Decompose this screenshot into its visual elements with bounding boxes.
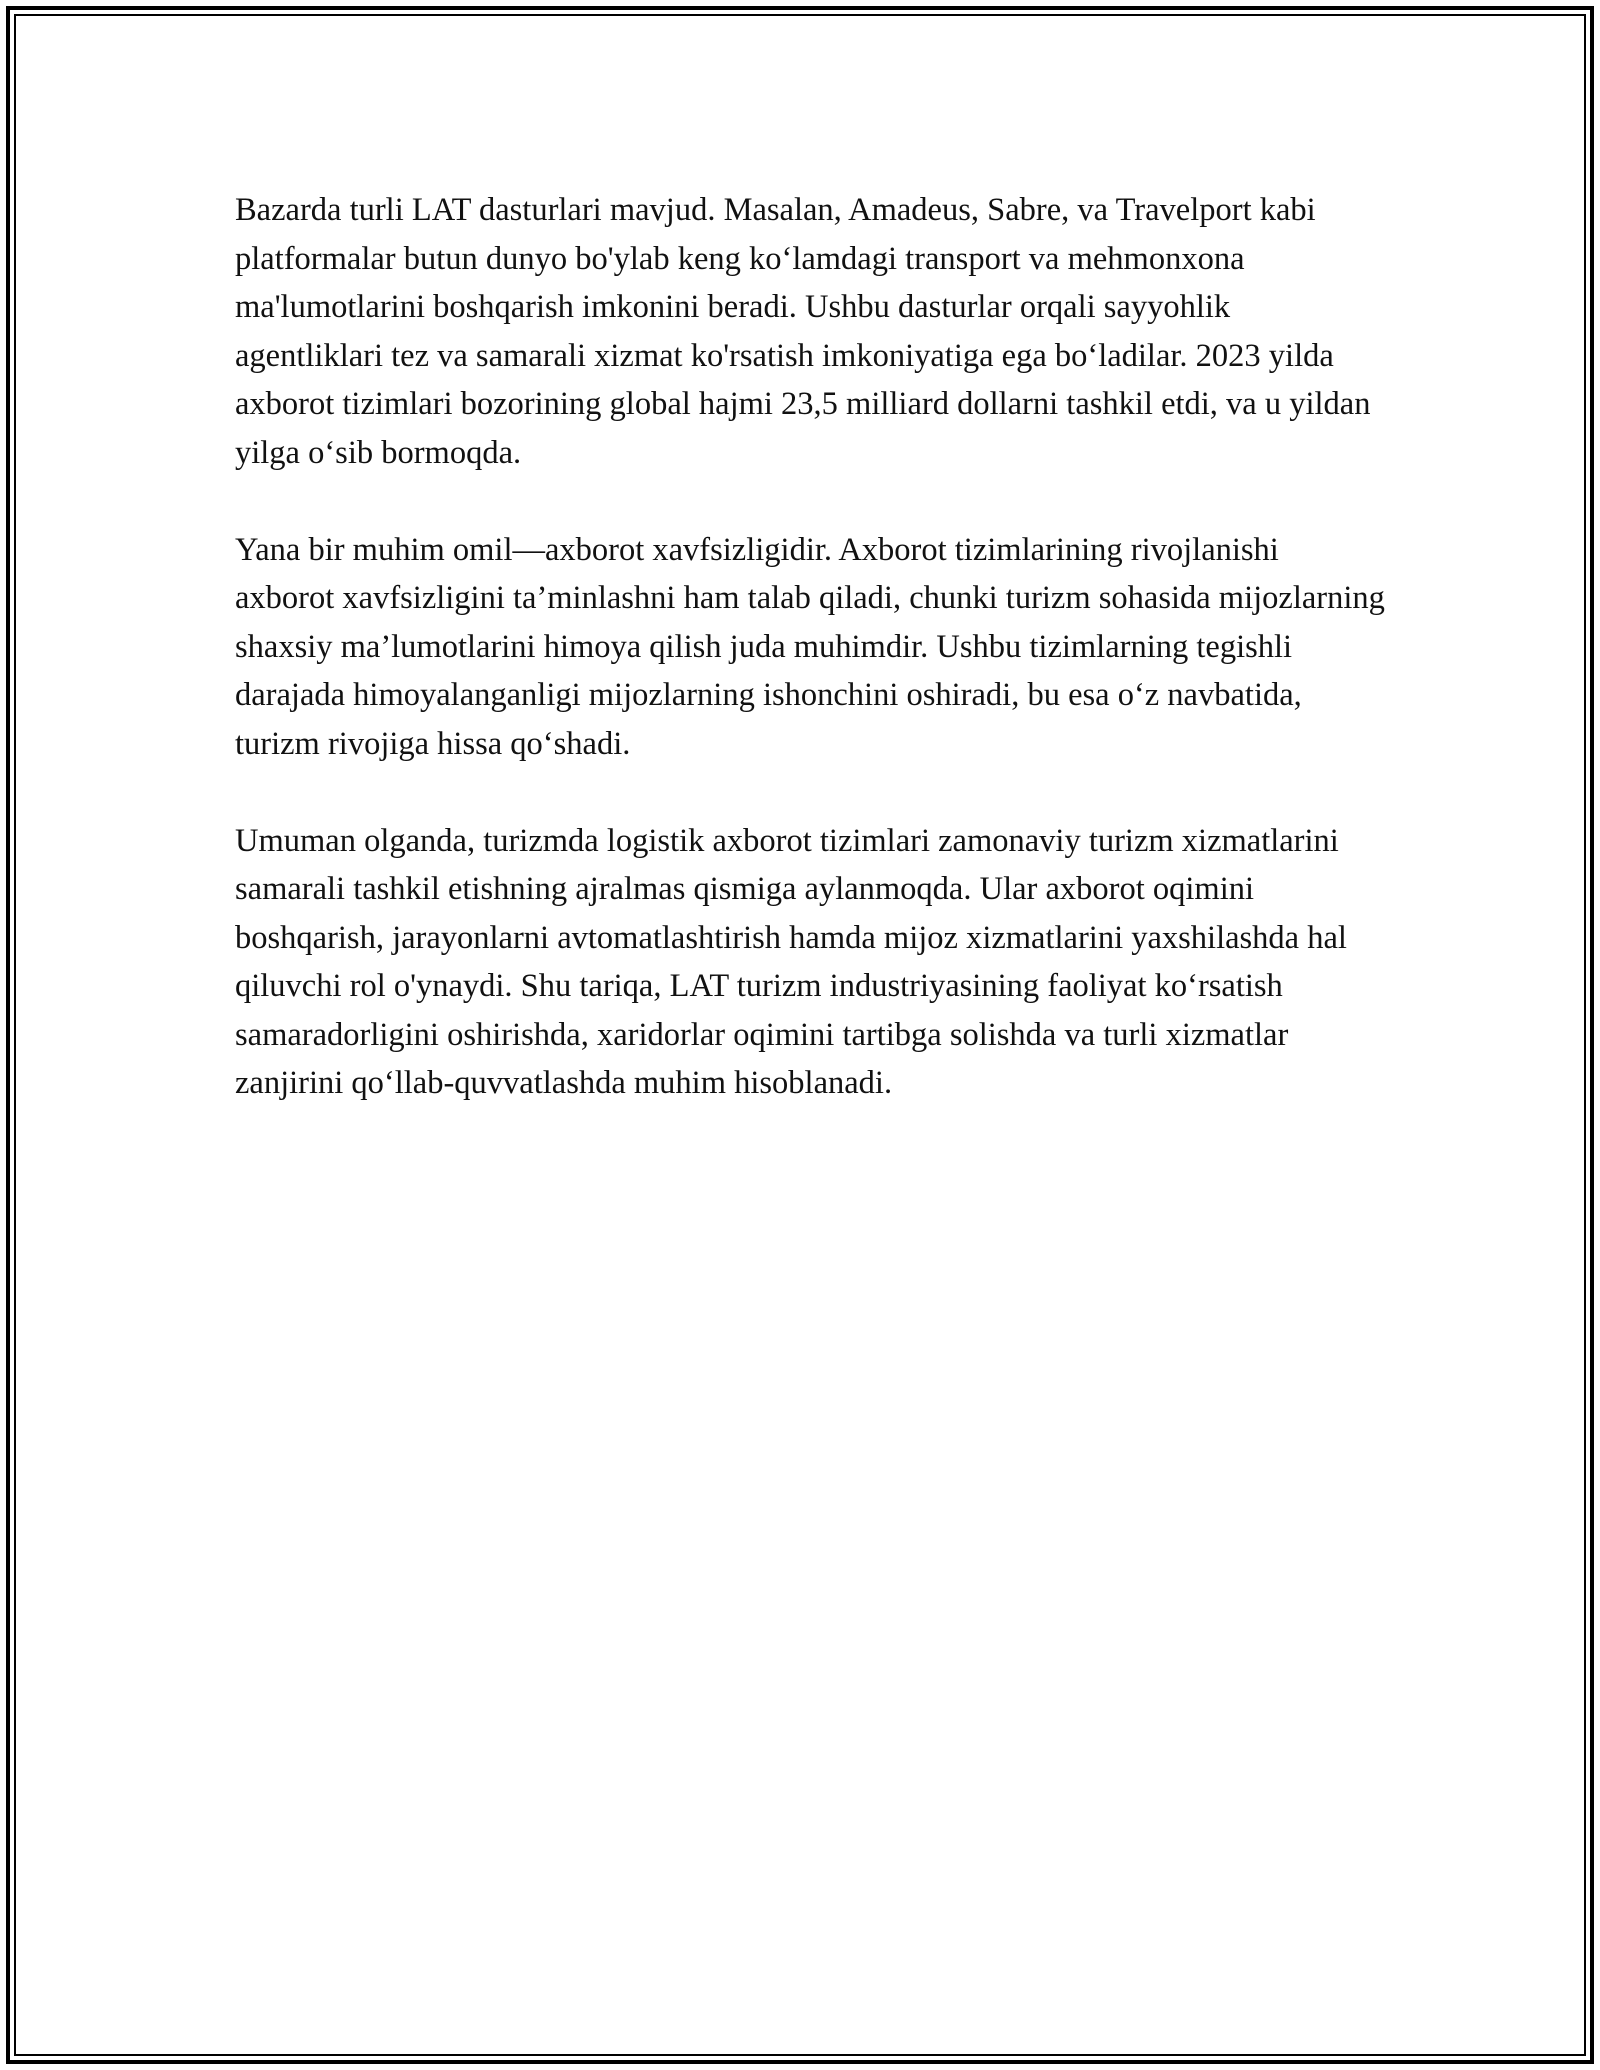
paragraph-conclusion: Umuman olganda, turizmda logistik axborot tizimlari zamonaviy turizm xizmatlarini samarali tashkil etishning ajralmas qismiga aylanmoqda. Ular axborot oqimini boshqarish, jarayonlarni avtomatlashtirish hamda mijoz xizmatlarini yaxshilashda hal qiluvchi rol o'ynaydi. Shu tariqa, LAT turizm industriyasining faoliyat ko‘rsatish samaradorligini oshirishda, xaridorlar oqimini tartibga solishda va turli xizmatlar zanjirini qo‘llab-quvvatlashda muhim hisoblanadi. xyxy=(235,822,1347,1101)
paragraph-lat-software: Bazarda turli LAT dasturlari mavjud. Masalan, Amadeus, Sabre, va Travelport kabi platformalar butun dunyo bo'ylab keng ko‘lamdagi transport va mehmonxona ma'lumotlarini boshqarish imkonini beradi. Ushbu dasturlar orqali sayyohlik agentliklari tez va samarali xizmat ko'rsatish imkoniyatiga ega bo‘ladilar. 2023 yilda axborot tizimlari bozorining global hajmi 23,5 milliard dollarni tashkil etdi, va u yildan yilga o‘sib bormoqda. xyxy=(235,192,1371,471)
document-body xyxy=(235,186,1385,1156)
paragraph-information-security: Yana bir muhim omil—axborot xavfsizligidir. Axborot tizimlarining rivojlanishi axborot xavfsizligini ta’minlashni ham talab qiladi, chunki turizm sohasida mijozlarning shaxsiy ma’lumotlarini himoya qilish juda muhimdir. Ushbu tizimlarning tegishli darajada himoyalanganligi mijozlarning ishonchini oshiradi, bu esa o‘z navbatida, turizm rivojiga hissa qo‘shadi. xyxy=(235,531,1385,762)
